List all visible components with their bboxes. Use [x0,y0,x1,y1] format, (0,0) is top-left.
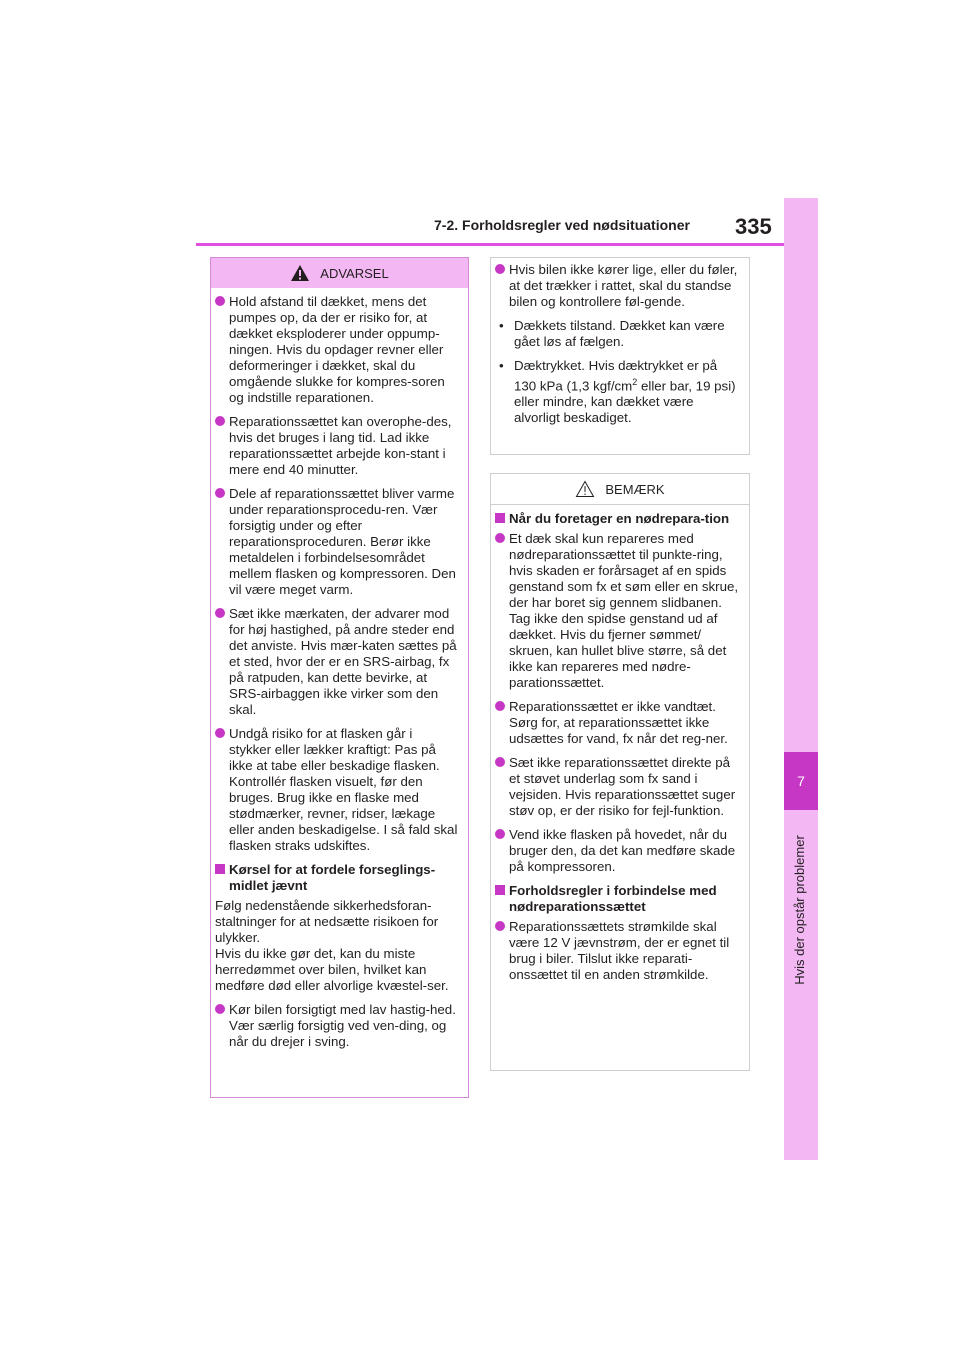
section-title: 7-2. Forholdsregler ved nødsituationer [434,217,690,233]
bullet-dot-icon [495,757,505,767]
bullet-dot-icon [215,296,225,306]
note-item: Reparationssættet er ikke vandtæt. Sørg for, at reparationssættet ikke udsættes for vand, fx når det reg-ner. [495,699,739,747]
note-item: Reparationssættets strømkilde skal være 12 V jævnstrøm, der er egnet til brug i biler. Tilslut ikke reparati-onssættet til en anden strømkilde. [495,919,739,983]
warning-title: ADVARSEL [320,265,389,281]
warning-item: Dele af reparationssættet bliver varme under reparationsprocedu-ren. Vær forsigtig under og efter reparationsproceduren. Berør ikke metaldelen i forbindelsesområdet mellem flasken og kompressoren. Den vil være meget varm. [215,486,458,598]
note-header [491,474,749,505]
note-heading: Forholdsregler i forbindelse med nødreparationssættet [495,883,739,915]
warning-item: Kør bilen forsigtigt med lav hastig-hed. Vær særlig forsigtig ved ven-ding, og når du drejer i sving. [215,1002,458,1050]
warning-item: Reparationssættet kan overophe-des, hvis det bruges i lang tid. Lad ikke reparationssættet arbejde kon-stant i mere end 40 minutter. [215,414,458,478]
warning-item: Undgå risiko for at flasken går i stykker eller lækker kraftigt: Pas på ikke at tabe eller beskadige flasken. Kontrollér flasken visuelt, før den bruges. Brug ikke en flaske med stødmærker, revner, ridser, lækage eller anden beskadigelse. I så fald skal flasken straks udskiftes. [215,726,458,854]
bullet-dot-icon [215,1004,225,1014]
note-item: Et dæk skal kun repareres med nødreparationssættet til punkte-ring, hvis skaden er forårsaget af en spids genstand som fx et søm eller en skrue, der har boret sig gennem slidbanen. Tag ikke den spidse genstand ud af dækket. Hvis du fjerner sømmet/ skruen, kan hullet blive større, så det ikke kan repareres med nødre-parationssættet. [495,531,739,691]
chapter-number: 7 [784,752,818,810]
chapter-side-tab [784,198,818,1160]
warning-subheading: Kørsel for at fordele forseglings-midlet jævnt [215,862,458,894]
warning-item: Sæt ikke mærkaten, der advarer mod for høj hastighed, på andre steder end det anviste. Hvis mær-katen sættes på et sted, hvor der er en SRS-airbag, fx på ratpuden, kan dette bevirke, at SRS-airbaggen ikke virker som den skal. [215,606,458,718]
bullet-dot-icon [495,701,505,711]
bullet-square-icon [495,513,505,523]
bullet-dot-icon [495,829,505,839]
header-rule [196,243,784,246]
bullet-dot-icon [215,608,225,618]
page-number: 335 [735,214,772,239]
bullet-square-icon [215,864,225,874]
warning-header [211,258,468,288]
continuation-subitem: • Dækkets tilstand. Dækket kan være gået løs af fælgen. [499,318,725,349]
note-box [490,473,750,1071]
bullet-small-icon: • [499,358,504,373]
note-heading: Når du foretager en nødrepara-tion [495,511,739,527]
warning-item: Hold afstand til dækket, mens det pumpes op, da der er risiko for, at dækket eksploderer under oppump-ningen. Hvis du opdager revner eller deformeringer i dækket, skal du omgående slukke for kompres-soren og indstille reparationen. [215,294,458,406]
warning-box [210,257,469,1098]
warning-triangle-icon [290,264,310,282]
note-item: Sæt ikke reparationssættet direkte på et støvet underlag som fx sand i vejsiden. Hvis reparationssættet suger støv op, er der risiko for fejl-funktion. [495,755,739,819]
note-item: Vend ikke flasken på hovedet, når du bruger den, da det kan medføre skade på kompressoren. [495,827,739,875]
bullet-dot-icon [495,921,505,931]
bullet-dot-icon [495,264,505,274]
continuation-item: Hvis bilen ikke kører lige, eller du føler, at det trækker i rattet, skal du standse bilen og kontrollere føl-gende. [495,262,739,310]
bullet-small-icon: • [499,318,504,333]
chapter-title: Hvis der opstår problemer [792,835,807,985]
bullet-dot-icon [495,533,505,543]
note-title: BEMÆRK [605,481,665,497]
warning-paragraph: Følg nedenstående sikkerhedsforan-staltninger for at nedsætte risikoen for ulykker. Hvis du ikke gør det, kan du miste herredømmet over bilen, hvilket kan medføre død eller alvorlige kvæstel-ser. [215,898,449,993]
bullet-dot-icon [215,488,225,498]
bullet-dot-icon [215,416,225,426]
continuation-subitem: • Dæktrykket. Hvis dæktrykket er på 130 kPa (1,3 kgf/$cm^2$ eller bar, 19 psi) eller mindre, kan dækket være alvorligt beskadiget. [499,358,736,426]
continuation-box [490,257,750,455]
bullet-dot-icon [215,728,225,738]
caution-triangle-icon [575,480,595,498]
bullet-square-icon [495,885,505,895]
